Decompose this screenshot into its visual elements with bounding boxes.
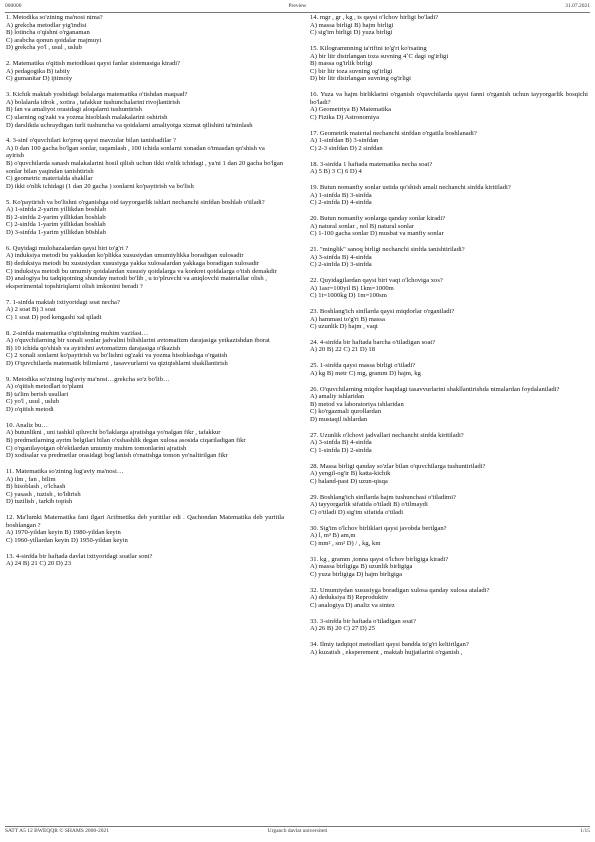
answer-option: A) 0 dan 100 gacha bo'lgan sonlar, raqamlash , 100 ichida sonlarni xonadan o'tmasdan qo'shish va ayirish [6, 144, 265, 160]
question-block [6, 14, 284, 52]
answer-option: D) O'quvchilarda matematik bilimlarni , tasavvurlarni va qiziqishlarni shakllantirish [6, 359, 228, 367]
answer-option: C) bir litr toza suvning og'irligi [310, 67, 393, 75]
answer-option: A) Geometriya B) Matematika [310, 106, 392, 114]
question-block [6, 422, 284, 460]
answer-option: C) analogiya D) analiz va sintez [310, 601, 395, 609]
answer-option: B) ta'lim berish usullari [6, 390, 69, 398]
answer-option: C) o'tiladi D) sig'im sifatida o'tiladi [310, 508, 404, 516]
answer-option: C) ko'rgazmali qurollardan [310, 408, 382, 416]
question-text: 30. Sig'im o'lchov birliklari qaysi javobda berilgan? [310, 524, 447, 532]
footer-rule [5, 826, 590, 827]
answer-option: D) mustaqil ishlardan [310, 416, 368, 423]
question-text: 31. kg , gramm ,tonna qaysi o'lchov birligiga kiradi? [310, 555, 449, 563]
answer-option: A) natural sonlar , nol B) natural sonlar [310, 222, 415, 230]
question-block [310, 184, 588, 207]
right-question-column [310, 14, 588, 664]
answer-option: C) sig'im birligi D) yuza birligi [310, 29, 393, 37]
question-block [310, 432, 588, 455]
answer-option: A) o'quvchilarning bir xonali sonlar jadvalini bilishlarini avtomatizm darajasiga yetkazishdan iborat [6, 337, 270, 345]
answer-option: A) massa birligiga B) uzunlik birligiga [310, 563, 413, 571]
answer-option: C) baland-past D) uzun-qisqa [310, 477, 388, 485]
question-block [6, 514, 284, 544]
answer-option: B) hisoblash , o'lchash [6, 483, 66, 491]
question-text: 1. Metodika so'zining ma'nosi nima? [6, 14, 103, 21]
question-block [310, 161, 588, 176]
answer-option: D) 3-sinfda 1-yarim yillikdan b0shlab [6, 229, 106, 236]
answer-option: C) 2-3 sinfdan D) 2 sinfdan [310, 144, 383, 152]
question-text: 11. Matematika so'zining lug'aviy ma'nosi… [6, 467, 124, 475]
footer-page-number: 1/15 [580, 828, 590, 834]
question-text: 32. Umumiydan xususiyga boradigan xulosa qanday xulosa ataladi? [310, 586, 490, 594]
question-text: 23. Boshlang'ich sinflarda qaysi miqdorlar o'rganiladi? [310, 307, 455, 315]
answer-option: C) ularning og'zaki va yozma hisoblash malakalarini oshirish [6, 113, 168, 121]
answer-option: C) 1960-yillardan keyin D) 1950-yildan keyin [6, 536, 128, 544]
answer-option: A) induksiya metodi bu yakkadan ko'plikka xususiydan umumiylikka boradigan xulosadir [6, 252, 244, 260]
question-block [310, 618, 588, 633]
answer-option: A) pedagogika B) tabiiy [6, 67, 70, 75]
answer-option: A) 26 B) 20 C) 27 D) 25 [310, 625, 376, 633]
question-block [310, 308, 588, 331]
header-code: 000000 [5, 3, 22, 9]
question-text: 34. Ilmiy tadqiqot metodlari qaysi bandda to'g'ri keltirilgan? [310, 640, 469, 648]
header-rule [5, 12, 590, 13]
answer-option: C) Fizika D) Astronomiya [310, 113, 380, 121]
question-block [310, 641, 588, 656]
question-text: 7. 1-sinfda maktab ixtiyoridagi soat necha? [6, 298, 120, 306]
answer-option: C) 1 soat D) pod kengashi xal qiladi [6, 313, 102, 321]
question-block [6, 91, 284, 129]
answer-option: A) bir litr distrlangan toza suvning 4˚C dagi og'irligi [310, 52, 449, 60]
answer-option: A) tayyorgarlik sifatida o'tiladi B) o'tilmaydi [310, 501, 428, 509]
question-text: 16. Yuza va hajm birliklarini o'rganish o'quvchilarda qaysi fanni o'rganish uchun tayyorgarlik bosqichi bo'ladi? [310, 91, 588, 106]
answer-option: B) deduksiya metodi bu xususiydan xususiyga yakka xulosalardan yakkaga boradigan xulosadir [6, 259, 260, 267]
question-text: 18. 3-sinfda 1 haftada matematika necha soat? [310, 160, 433, 168]
answer-option: A) deduksiya B) Reproduktiv [310, 594, 389, 602]
answer-option: A) 5 B) 3 C) 6 D) 4 [310, 168, 362, 176]
answer-option: B) lotincha o'qishni o'rganaman [6, 29, 90, 37]
question-block [310, 463, 588, 486]
question-block [6, 330, 284, 368]
answer-option: D) tuzilish , tarkib topish [6, 498, 73, 506]
answer-option: A) butunlikni , uni tashkil qiluvchi bo'laklarga ajratishga yo'nalgan fikr , tafakkur [6, 429, 221, 437]
header-date: 31.07.2021 [565, 3, 590, 9]
answer-option: C) uzunlik D) hajm , vaqt [310, 323, 378, 331]
question-text: 14. mgr , gr , kg , ts qaysi o'lchov birligi bo'ladi? [310, 14, 439, 21]
answer-option: A) amaliy ishlaridan [310, 393, 365, 401]
answer-option: D) darslikda uchraydigan turli tushuncha va qoidalarni amaliyotga xizmat qilishini ta'minlash [6, 121, 253, 129]
question-block [6, 199, 284, 237]
answer-option: A) kuzatish , eksperement , maktab hujjatlarini o'rganish , [310, 648, 463, 656]
answer-option: C) 2-sinfda 1-yarim yillikdan boshlab [6, 221, 106, 229]
answer-option: C) mm² , sm² D) / , kg, km [310, 539, 381, 547]
answer-option: B) fan va amaliyot orasidagi aloqalarni tushuntirish [6, 106, 142, 114]
answer-option: B) 2-sinfda 2-yarim yillikdan boshlab [6, 213, 106, 221]
answer-option: D) bir litr distrlangan suvning og'irligi [310, 75, 411, 83]
answer-option: C) yo'l , usul , uslub [6, 398, 60, 406]
question-block [310, 130, 588, 153]
question-text: 33. 3-sinfda bir haftada o'tiladigan soat? [310, 617, 416, 625]
question-block [6, 299, 284, 322]
answer-option: A) o'qitish metodlari to'plami [6, 383, 84, 391]
answer-option: A) bolalarda idrok , xotira , tafakkur tushunchalarini rivojlantirish [6, 98, 180, 106]
question-text: 9. Metodika so'zining lug'aviy ma'nosi…grekcha so'z bo'lib… [6, 375, 170, 383]
question-block [310, 525, 588, 548]
answer-option: B) predmetlarning ayrim belgilari bilan o'xshashlik degan xulosa asosida ciqariladigan fikr [6, 437, 246, 444]
question-text: 20. Butun nomanfiy sonlarga qanday sonlar kiradi? [310, 215, 446, 222]
answer-option: A) 1asr=100yil B) 1km=1000m [310, 284, 394, 292]
answer-option: A) 1970-yildan keyin B) 1980-yildan keyin [6, 529, 121, 537]
page-footer [5, 828, 590, 838]
question-block [310, 556, 588, 579]
question-text: 26. O'quvchilarning miqdor haqidagi tasavvurlarini shakllantirishda nimalardan foydalaniladi? [310, 385, 560, 393]
question-block [6, 60, 284, 83]
question-block [310, 277, 588, 300]
header-title: Preview [288, 3, 307, 9]
answer-option: D) o'qitish metodi [6, 406, 54, 414]
answer-option: A) ilm , fan , bilim [6, 475, 56, 483]
question-block [310, 362, 588, 377]
question-block [310, 14, 588, 37]
answer-option: C) 1-100 gacha sonlar D) musbat va manfiy sonlar [310, 230, 444, 238]
answer-option: C) 2-sinfda D) 3-sinfda [310, 261, 372, 269]
question-block [6, 376, 284, 414]
answer-option: C) yuza birligiga D) hajm birligiga [310, 570, 403, 578]
answer-option: C) o'rganilayotgan ob'ektlardan umumiy muhim tomonlarini ajratish [6, 444, 187, 452]
question-text: 10. Analiz bu… [6, 421, 48, 429]
footer-institution: Urganch davlat universiteti [267, 828, 328, 834]
answer-option: A) hammasi to'g'ri B) massa [310, 315, 385, 323]
question-block [310, 91, 588, 121]
answer-option: B) 10 ichida qo'shish va ayirishni avtomatizm darajasiga o'tkazish [6, 344, 181, 352]
answer-option: C) gumanitar D) ijtimoiy [6, 75, 73, 83]
question-block [6, 553, 284, 568]
answer-option: A) 1-sinfda B) 3-sinfda [310, 191, 372, 199]
question-text: 2. Matematika o'qitish metodikasi qaysi fanlar sistemasiga kiradi? [6, 60, 181, 68]
question-text: 17. Geometrik material nechanchi sinfdan o'rgatila boshlanadi? [310, 129, 477, 137]
question-text: 24. 4-sinfda bir haftada barcha o'tiladigan soat? [310, 338, 436, 346]
question-block [6, 468, 284, 506]
answer-option: C) geometric materialda shakllar [6, 175, 93, 183]
question-block [310, 45, 588, 83]
question-block [6, 137, 284, 190]
question-text: 12. Ma'lumki Matematika fani ilgari Arifmetika deb yuritilar edi . Qachondan Matematika deb yuritila boshlangan ? [6, 514, 284, 529]
answer-option: C) 2-sinfda D) 4-sinfda [310, 199, 372, 207]
question-text: 27. Uzunlik o'lchovi jadvallari nechanchi sinfda kiritiladi? [310, 431, 464, 439]
question-text: 5. Ko'paytirish va bo'lishni o'rganishga oid tayyorgarlik ishlari nechanchi sinfdan boshlab o'tiladi? [6, 198, 265, 206]
answer-option: A) massa birligi B) hajm birligi [310, 21, 394, 29]
question-text: 4. 3-sinf o'quvchilari ko'proq qaysi mavzular bilan tanishadilar ? [6, 137, 176, 145]
question-text: 19. Butun nomanfiy sonlar ustida qo'shish amali nechanchi sinfda kiritiladi? [310, 184, 511, 192]
question-block [310, 339, 588, 354]
question-text: 22. Quyidagilardan qaysi biri vaqt o'lchoviga xos? [310, 276, 443, 284]
question-text: 25. 1-sinfda qaysi massa birligi o'tiladi? [310, 362, 416, 370]
answer-option: D) xodisalar va predmetlar orasidagi bog'lanish o'rnatishga tomon yo'naltirilgan fikr [6, 452, 228, 460]
answer-option: A) 1-sinfda 2-yarim yillikdan boshlab [6, 206, 106, 214]
question-text: 15. Kilogrammning ta'rifini to'g'ri ko'rsating [310, 44, 427, 52]
answer-option: A) 1-sinfdan B) 3-sinfdan [310, 137, 379, 145]
answer-option: D) ikki o'nlik ichidagi (1 dan 20 gacha ) sonlarni ko'paytirish va bo'lish [6, 182, 194, 190]
question-text: 29. Boshlang'ich sinflarda hajm tushunchasi o'tiladimi? [310, 493, 456, 501]
question-text: 13. 4-sinfda bir haftada davlat ixtiyoridagi soatlar soni? [6, 552, 153, 560]
answer-option: A) 3-sinfda B) 4-sinfda [310, 439, 372, 447]
answer-option: B) metod va laboratoriya ishlaridan [310, 400, 404, 408]
answer-option: A) kg B) metr C) mg, gramm D) hajm, kg [310, 369, 421, 377]
answer-option: A) 3-sinfda B) 4-sinfda [310, 253, 372, 261]
question-text: 28. Massa birligi qanday so'zlar bilan o'quvchilarga tushuntiriladi? [310, 462, 486, 470]
question-block [310, 386, 588, 424]
answer-option: C) induksiya metodi bu umumiy qoidalardan xususiy qoidalarga va konkret qoidalarga o'tish demakdir [6, 267, 277, 275]
answer-option: A) l, m³ B) am,m [310, 532, 356, 540]
answer-option: A) 24 B) 21 C) 20 D) 23 [6, 560, 72, 568]
answer-option: B) o'quvchilarda sanash malakalarini hosil qilish uchun ikki o'nlik ichidagi , ya'ni 1 dan 20 gacha bo'lgan sonlar bilan yaqindan tanishtirish [6, 160, 284, 175]
question-block [310, 494, 588, 517]
question-block [310, 587, 588, 610]
question-block [310, 215, 588, 238]
left-question-column [6, 14, 284, 576]
answer-option: C) 2 xonali sonlarni ko'paytirish va bo'lishni og'zaki va yozma hisoblashga o'rgatish [6, 352, 228, 360]
footer-copyright: SATT A5 12 BWEQQR © SHAMS 2008-2021 [5, 828, 110, 834]
answer-option: D) grekcha yo'l , usul , uslub [6, 44, 82, 52]
question-text: 3. Kichik maktab yoshidagi bolalarga matematika o'tishdan maqsad? [6, 91, 188, 99]
question-block [6, 245, 284, 291]
question-text: 6. Quyidagi mulohazalardan qaysi biri to'g'ri ? [6, 244, 129, 252]
question-block [310, 246, 588, 269]
question-text: 8. 2-sinfda matematika o'qitishning muhim vazifasi… [6, 329, 149, 337]
answer-option: C) yasash , tuzish , to'ldirish [6, 490, 81, 498]
answer-option: A) 2 soat B) 3 soat [6, 306, 56, 314]
answer-option: A) 20 B) 22 C) 21 D) 18 [310, 346, 376, 354]
question-text: 21. "minglik" sanoq birligi nechanchi sinfda tanishtiriladi? [310, 245, 465, 253]
answer-option: C) 1t=1000kg D) 1m=100sm [310, 292, 387, 300]
answer-option: C) 1-sinfda D) 2-sinfda [310, 446, 372, 454]
answer-option: A) grekcha metodlar yig'indisi [6, 21, 87, 29]
answer-option: C) arabcha qonun qoidalar majmuyi [6, 36, 102, 44]
answer-option: B) massa og'irlik birligi [310, 60, 373, 68]
answer-option: D) analogiya bu tadqiqotning shunday metodi bo'lib , u to'plruvchi va aniqlovchi materiallar olish , eksperimental topshiriqlarni olish imkonini beradi ? [6, 275, 267, 290]
answer-option: A) yengil-og'ir B) katta-kichik [310, 470, 391, 478]
